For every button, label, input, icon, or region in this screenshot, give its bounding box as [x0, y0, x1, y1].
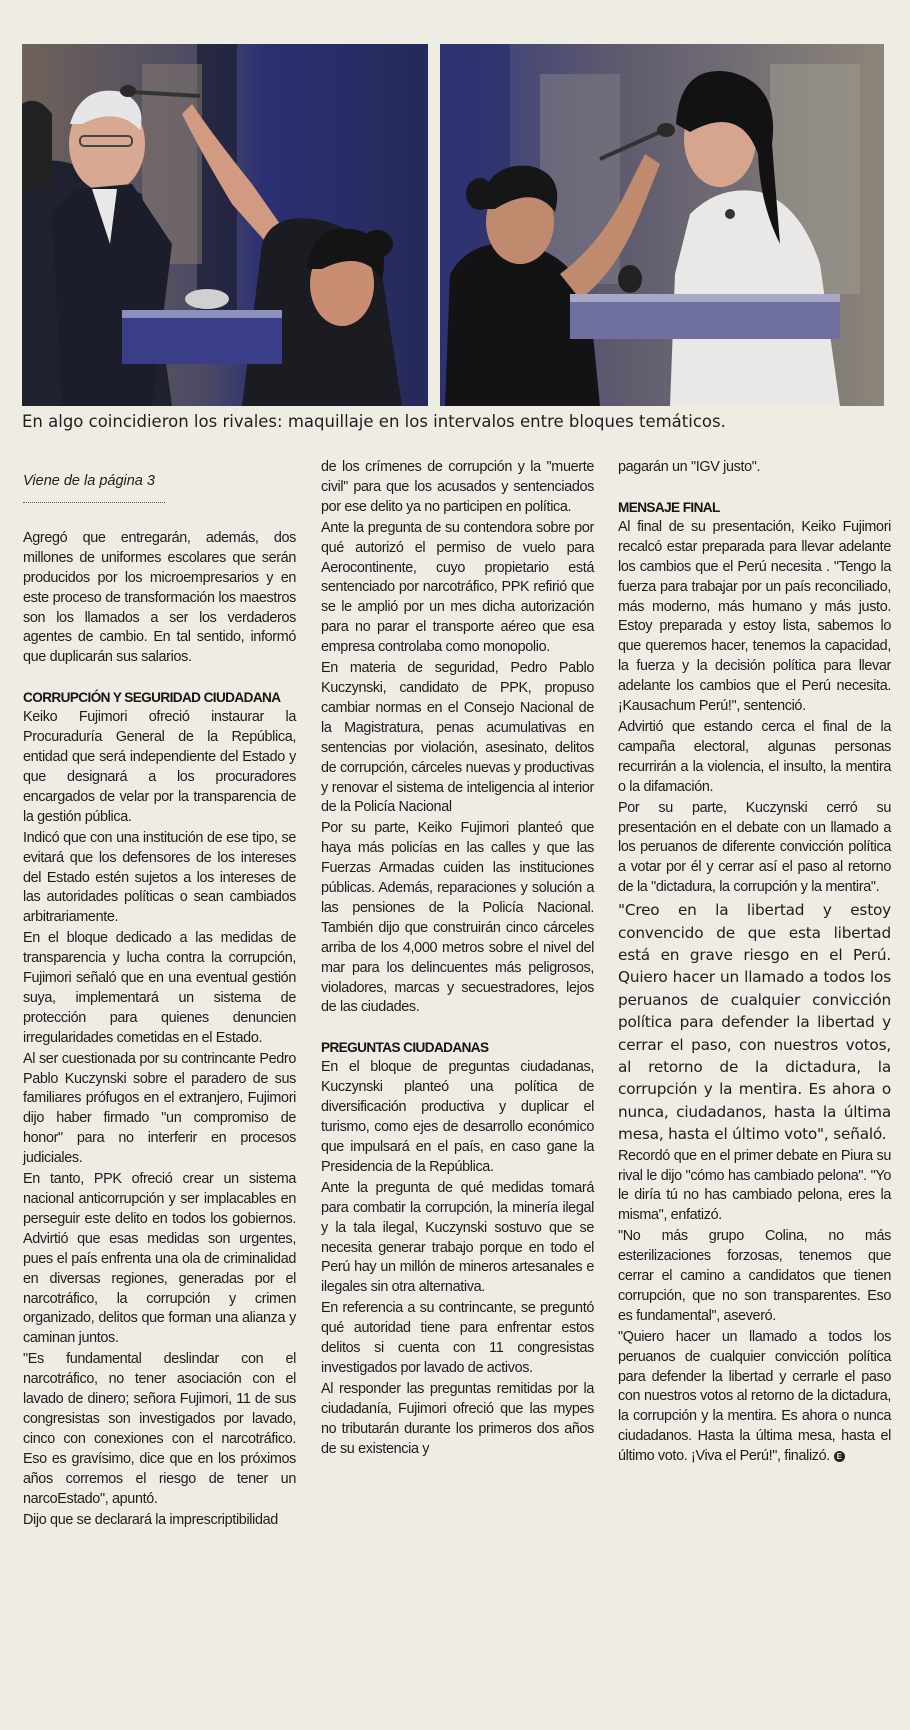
paragraph: de los crímenes de corrupción y la "muerte civil" para que los acusados y sentenciados por ese delito ya no participen en política.: [321, 459, 594, 515]
section-heading-questions: PREGUNTAS CIUDADANAS: [321, 1040, 489, 1056]
paragraph: Al responder las preguntas remitidas por la ciudadanía, Fujimori ofreció que las mypes no tributarán durante los primeros dos años de su existencia y: [321, 1380, 594, 1457]
final-paragraph-text: "Quiero hacer un llamado a todos los peruanos de cualquier convicción política para defender la libertad y cerrarle el paso con nuestros votos al retorno de la dictadura, la corrupción y la mentira. Es ahora o nunca ciudadanos. Hasta la última mesa, hasta el último voto. ¡Viva el Perú!", finalizó.: [618, 1328, 891, 1465]
photo-caption: En algo coincidieron los rivales: maquillaje en los intervalos entre bloques temáticos.: [22, 412, 726, 431]
section-heading-corruption: CORRUPCIÓN Y SEGURIDAD CIUDADANA: [23, 690, 281, 706]
end-of-article-icon: E: [834, 1451, 845, 1462]
paragraph: Dijo que se declarará la imprescriptibilidad: [23, 1511, 278, 1528]
paragraph: "Es fundamental deslindar con el narcotráfico, no tener asociación con el lavado de dinero; señora Fujimori, 11 de sus congresistas son investigados por lavado, cinco con conexiones con el narcotráfico. Eso es gravísimo, dice que en los próximos años corremos el riesgo de tener un narcoEstado", apuntó.: [23, 1351, 296, 1507]
paragraph: En tanto, PPK ofreció crear un sistema nacional anticorrupción y ser implacables en perseguir este delito en todos los gobiernos. Advirtió que esas medidas son urgentes, pues el país enfrenta una ola de criminalidad en diversas regiones, generadas por el narcotráfico, la corrupción y crimen organizado, delitos que forman una alianza y caminan juntos.: [23, 1171, 296, 1347]
paragraph: Agregó que entregarán, además, dos millones de uniformes escolares que serán producidos por los microempresarios y en este proceso de transformación los maestros son los llamados a ser los verdaderos agentes de cambio. En tal sentido, informó que duplicarán sus salarios.: [23, 529, 296, 666]
paragraph: Ante la pregunta de qué medidas tomará para combatir la corrupción, la minería ilegal y la tala ilegal, Kuczynski sostuvo que se necesita generar trabajo porque en todo el Perú hay un millón de mineros artesanales e ilegales sin otra alternativa.: [321, 1179, 594, 1296]
paragraph: Advirtió que estando cerca el final de la campaña electoral, algunas personas recurrirán a la violencia, el insulto, la mentira o la difamación.: [618, 718, 891, 795]
section-heading-final-message: MENSAJE FINAL: [618, 499, 720, 515]
paragraph: "No más grupo Colina, no más esterilizaciones forzosas, tenemos que cerrar el camino a candidatos que tienen corrupción, que no son transparentes. Eso es fundamental", aseveró.: [618, 1228, 891, 1324]
pull-quote-paragraph: "Creo en la libertad y estoy convencido de que esta libertad está en grave riesgo en el Perú. Quiero hacer un llamado a todos los peruanos de cualquier convicción política para defender la libertad y cerrar el paso, con nuestros votos, al retorno de la dictadura, la corrupción y la mentira. Es ahora o nunca, ciudadanos, hasta la última mesa, hasta el último voto", señaló.: [618, 901, 891, 1144]
paragraph: Keiko Fujimori ofreció instaurar la Procuraduría General de la República, entidad que será independiente del Estado y que designará a los procuradores encargados de velar por la transparencia de la gestión pública.: [23, 709, 296, 825]
article-column-1: [23, 472, 296, 1531]
paragraph: Al ser cuestionada por su contrincante Pedro Pablo Kuczynski sobre el paradero de sus familiares prófugos en el extranjero, Fujimori dijo haber firmado "un compromiso de honor" para no interferir en procesos judiciales.: [23, 1050, 296, 1167]
continued-from-label: Viene de la página 3: [23, 472, 165, 503]
paragraph: Por su parte, Kuczynski cerró su presentación en el debate con un llamado a los peruanos de diferente convicción política a votar por él y cerrar así el paso al retorno de la "dictadura, la corrupción y la mentira".: [618, 799, 891, 896]
article-column-3: [618, 458, 891, 1468]
paragraph: Indicó que con una institución de ese tipo, se evitará que los defensores de los intereses del Estado estén sujetos a los intereses de las autoridades políticas o sean cambiados arbitrariamente.: [23, 829, 296, 926]
paragraph: Por su parte, Keiko Fujimori planteó que haya más policías en las calles y que las Fuerzas Armadas cuiden las instituciones públicas. Además, reparaciones y solución a las pensiones de la Policía Nacional. También dijo que construirán cinco cárceles arriba de los 4,000 metros sobre el nivel del mar para los delincuentes más peligrosos, violadores, marcas y secuestradores, lejos de las ciudades.: [321, 820, 594, 1016]
paragraph: Recordó que en el primer debate en Piura su rival le dijo "cómo has cambiado pelona". "Yo le diría tú no has cambiado pelona, eres la misma", enfatizó.: [618, 1147, 891, 1224]
photo-ppk-makeup: [22, 44, 428, 406]
paragraph: Al final de su presentación, Keiko Fujimori recalcó estar preparada para llevar adelante los cambios que el Perú necesita . "Tengo la fuerza para trabajar por un país reconciliado, más moderno, más humano y más justo. Estoy preparada y estoy lista, sabemos lo que queremos hacer, tenemos la capacidad, la fuerza y la decisión política para llevar adelante los cambios que el Perú necesita. ¡Kausachum Perú!", sentenció.: [618, 518, 891, 715]
paragraph: Ante la pregunta de su contendora sobre por qué autorizó el permiso de vuelo para Aerocontinente, cuyo propietario está sentenciado por narcotráfico, PPK refirió que se le amplió por un mes dicha autorización para no parar el transporte aéreo que esa empresa controlaba como monopolio.: [321, 519, 594, 656]
paragraph: [618, 1328, 891, 1467]
paragraph: En el bloque dedicado a las medidas de transparencia y lucha contra la corrupción, Fujimori señaló que en una eventual gestión suya, implementará un sistema de protección para quienes denuncien irregularidades cometidas en el Estado.: [23, 930, 296, 1046]
photo-keiko-makeup: [440, 44, 884, 406]
photo-keiko-makeup-illustration: [440, 44, 884, 406]
photo-ppk-makeup-illustration: [22, 44, 428, 406]
paragraph: En el bloque de preguntas ciudadanas, Kuczynski planteó una política de diversificación productiva y duplicar el turismo, como ejes de desarrollo económico que impulsará en el país, en caso gane la Presidencia de la República.: [321, 1059, 594, 1175]
paragraph: pagarán un "IGV justo".: [618, 459, 761, 475]
paragraph: En referencia a su contrincante, se preguntó qué autoridad tiene para enfrentar estos delitos si cuenta con 11 congresistas investigados por lavado de activos.: [321, 1300, 594, 1376]
article-column-2: [321, 458, 594, 1461]
paragraph: En materia de seguridad, Pedro Pablo Kuczynski, candidato de PPK, propuso cambiar normas en el Consejo Nacional de la Magistratura, penas acumulativas en sentencias por violación, asesinato, delitos de corrupción, cárceles nuevas y productivas y renovar el sistema de inteligencia al interior de la Policía Nacional: [321, 660, 594, 816]
